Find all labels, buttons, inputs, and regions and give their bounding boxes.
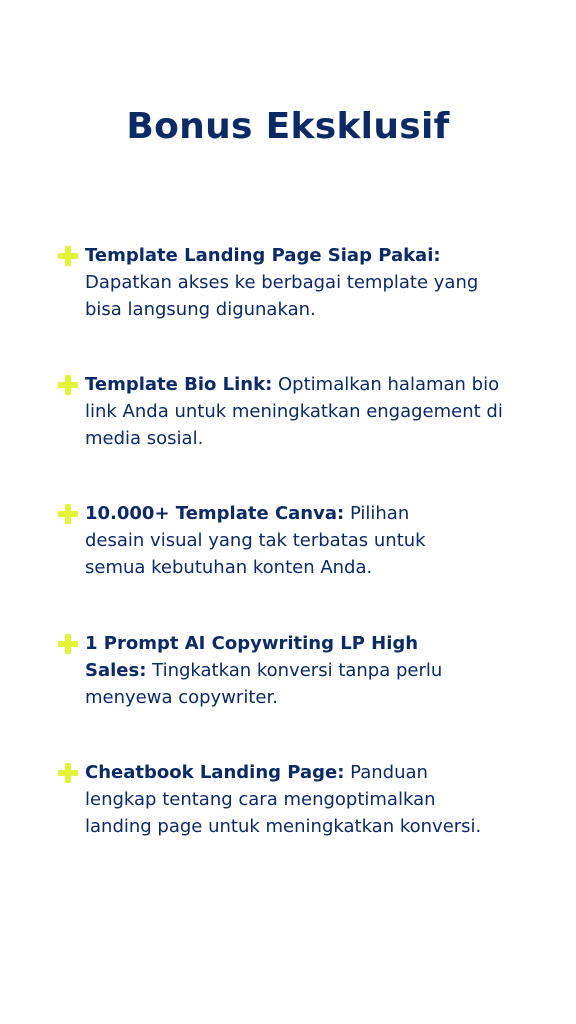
bonus-item-description: Dapatkan akses ke berbagai template yang bisa langsung digunakan. xyxy=(85,272,479,320)
bonus-item-canva-templates xyxy=(58,500,458,581)
bonus-item-description: Pilihan desain visual yang tak terbatas untuk semua kebutuhan konten Anda. xyxy=(85,503,426,578)
bonus-item-description: Panduan lengkap tentang cara mengoptimalkan landing page untuk meningkatkan konversi. xyxy=(85,762,482,837)
bonus-item-title: Template Landing Page Siap Pakai: xyxy=(85,245,441,266)
plus-icon xyxy=(58,504,78,524)
bonus-item-text xyxy=(58,630,478,711)
plus-icon xyxy=(58,763,78,783)
bonus-item-cheatbook-landing-page xyxy=(58,759,488,840)
bonus-item-title: Template Bio Link: xyxy=(85,374,273,395)
bonus-item-text xyxy=(58,371,528,452)
bonus-item-landing-page-template xyxy=(58,242,518,323)
bonus-item-description: Tingkatkan konversi tanpa perlu menyewa copywriter. xyxy=(85,660,443,708)
bonus-item-bio-link-template xyxy=(58,371,528,452)
bonus-item-title: 10.000+ Template Canva: xyxy=(85,503,345,524)
page-title: Bonus Eksklusif xyxy=(126,106,450,147)
bonus-item-title: 1 Prompt AI Copywriting LP High Sales: xyxy=(85,633,419,681)
bonus-item-text xyxy=(58,242,518,323)
bonus-item-text xyxy=(58,500,458,581)
plus-icon xyxy=(58,375,78,395)
plus-icon xyxy=(58,634,78,654)
bonus-item-title: Cheatbook Landing Page: xyxy=(85,762,345,783)
bonus-item-text xyxy=(58,759,488,840)
bonus-item-ai-copywriting-prompt xyxy=(58,630,478,711)
plus-icon xyxy=(58,246,78,266)
bonus-item-description: Optimalkan halaman bio link Anda untuk meningkatkan engagement di media sosial. xyxy=(85,374,503,449)
